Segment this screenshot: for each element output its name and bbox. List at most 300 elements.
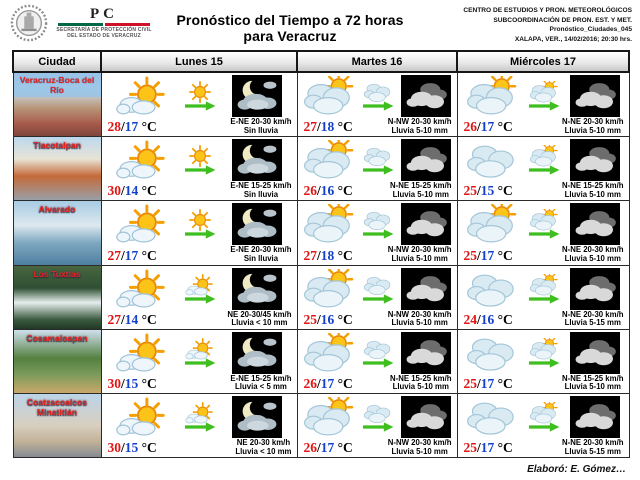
icons-row bbox=[458, 73, 629, 118]
temp-sep: / bbox=[121, 247, 125, 263]
temperature bbox=[464, 119, 513, 135]
temp-sep: / bbox=[121, 183, 125, 199]
wind-rain bbox=[562, 118, 624, 135]
wind-text: N-NE 20-30 km/h bbox=[561, 309, 624, 319]
temp-tmin: 17 bbox=[480, 119, 495, 135]
night-clouds-icon bbox=[572, 271, 618, 307]
temperature bbox=[108, 440, 157, 456]
green-arrow-icon bbox=[360, 101, 396, 111]
temperature bbox=[304, 183, 353, 199]
clouds-icon bbox=[362, 402, 394, 424]
wind-rain bbox=[388, 311, 452, 328]
night-moon-cloud-icon bbox=[234, 78, 280, 114]
clouds-icon bbox=[362, 81, 394, 103]
table-row bbox=[13, 329, 629, 393]
wind-text: N-NW 20-30 km/h bbox=[387, 245, 452, 255]
wind-text: N-NE 15-25 km/h bbox=[561, 373, 624, 383]
green-arrow-icon bbox=[526, 294, 562, 304]
column-header-martes: Martes 16 bbox=[297, 51, 457, 72]
temp-sep: / bbox=[317, 183, 321, 199]
temp-unit: °C bbox=[334, 311, 353, 327]
city-cell bbox=[13, 72, 101, 137]
forecast-text-row bbox=[458, 118, 629, 136]
wind-text: N-NE 20-30 km/h bbox=[561, 437, 624, 447]
wind-rain bbox=[562, 439, 624, 456]
clouds-icon bbox=[362, 209, 394, 231]
night-box bbox=[232, 396, 282, 438]
agency-name: SECRETARÍA DE PROTECCIÓN CIVIL DEL ESTADO DE VERACRUZ bbox=[56, 27, 152, 39]
night-clouds-icon bbox=[572, 399, 618, 435]
temp-unit: °C bbox=[138, 119, 157, 135]
temperature bbox=[304, 440, 353, 456]
cloud-sun-icon bbox=[303, 397, 355, 437]
sun-cloud-icon bbox=[116, 76, 168, 116]
city-name: Alvarado bbox=[38, 204, 76, 215]
temp-unit: °C bbox=[138, 311, 157, 327]
green-arrow-icon bbox=[360, 358, 396, 368]
wind-text: N-NW 20-30 km/h bbox=[387, 309, 452, 319]
agency-wordmark bbox=[54, 7, 154, 39]
wind-text: N-NW 20-30 km/h bbox=[387, 117, 452, 126]
night-box bbox=[232, 75, 282, 117]
page-title: Pronóstico del Tiempo a 72 horas para Veracruz bbox=[176, 12, 404, 44]
night-box bbox=[570, 75, 620, 117]
wind-rain bbox=[230, 118, 291, 135]
forecast-text-row bbox=[298, 311, 457, 329]
temp-tmax: 25 bbox=[463, 247, 477, 263]
icons-row bbox=[458, 330, 629, 375]
temp-unit: °C bbox=[494, 311, 513, 327]
temp-tmax: 27 bbox=[107, 311, 121, 327]
sun-cloud-icon bbox=[116, 140, 168, 180]
rain-text: Lluvia 5-10 mm bbox=[391, 253, 448, 263]
cloud-sun-icon bbox=[528, 81, 560, 103]
rain-text: Lluvia 5-10 mm bbox=[392, 189, 449, 199]
forecast-cell bbox=[457, 329, 629, 393]
temp-tmax: 27 bbox=[303, 247, 317, 263]
city-cell bbox=[13, 265, 101, 329]
wind-text: NE 20-30 km/h bbox=[236, 437, 291, 447]
night-clouds-icon bbox=[403, 206, 449, 242]
issuer-info bbox=[420, 4, 632, 44]
temp-tmax: 25 bbox=[463, 183, 477, 199]
icons-row bbox=[102, 266, 297, 311]
temp-sep: / bbox=[121, 440, 125, 456]
city-name: Tlacotalpan bbox=[33, 140, 81, 151]
icons-row bbox=[298, 201, 457, 246]
city-cell bbox=[13, 393, 101, 457]
sun-arrow-icon bbox=[182, 81, 218, 111]
rain-text: Lluvia 5-15 mm bbox=[564, 318, 621, 328]
icons-row bbox=[102, 137, 297, 182]
city-name: Coatzacoalcos Minatitlán bbox=[26, 396, 88, 417]
city-name: Veracruz-Boca del Río bbox=[14, 73, 101, 97]
forecast-cell bbox=[457, 137, 629, 201]
wind-rain bbox=[562, 375, 624, 392]
icons-row bbox=[298, 394, 457, 439]
wind-text: N-NE 15-25 km/h bbox=[561, 181, 624, 191]
temp-unit: °C bbox=[138, 375, 157, 391]
temp-tmax: 26 bbox=[463, 119, 477, 135]
temp-tmax: 24 bbox=[463, 311, 477, 327]
table-row bbox=[13, 72, 629, 137]
table-row bbox=[13, 265, 629, 329]
night-box bbox=[570, 396, 620, 438]
temp-sep: / bbox=[477, 119, 481, 135]
column-header-lunes: Lunes 15 bbox=[101, 51, 297, 72]
forecast-text-row bbox=[102, 375, 297, 393]
icons-row bbox=[458, 394, 629, 439]
forecast-cell bbox=[457, 265, 629, 329]
temperature bbox=[464, 312, 513, 328]
temp-tmin: 17 bbox=[480, 247, 495, 263]
icons-row bbox=[102, 73, 297, 118]
icons-row bbox=[298, 73, 457, 118]
forecast-cell bbox=[297, 72, 457, 137]
cloud-sun-icon bbox=[303, 140, 355, 180]
temp-sep: / bbox=[121, 311, 125, 327]
night-clouds-icon bbox=[403, 142, 449, 178]
sun-cloud-icon bbox=[116, 204, 168, 244]
green-arrow-icon bbox=[360, 229, 396, 239]
table-row bbox=[13, 137, 629, 201]
temperature bbox=[464, 248, 513, 264]
temp-tmax: 25 bbox=[463, 440, 477, 456]
forecast-text-row bbox=[458, 375, 629, 393]
forecast-cell bbox=[297, 329, 457, 393]
cloud-sun-icon bbox=[528, 145, 560, 167]
temperature bbox=[304, 312, 353, 328]
temp-unit: °C bbox=[334, 247, 353, 263]
temp-unit: °C bbox=[334, 183, 353, 199]
city-cell bbox=[13, 201, 101, 265]
wind-rain bbox=[388, 439, 452, 456]
night-moon-cloud-icon bbox=[234, 142, 280, 178]
temp-tmin: 17 bbox=[124, 119, 139, 135]
forecast-text-row bbox=[458, 311, 629, 329]
green-arrow-icon bbox=[182, 229, 218, 239]
green-arrow-icon bbox=[526, 358, 562, 368]
temp-unit: °C bbox=[138, 440, 157, 456]
temp-tmax: 27 bbox=[303, 119, 317, 135]
sun-cloud-icon bbox=[184, 402, 216, 424]
wind-text: N-NE 15-25 km/h bbox=[389, 373, 452, 383]
wind-rain bbox=[388, 118, 452, 135]
temperature bbox=[464, 376, 513, 392]
temp-tmax: 25 bbox=[303, 311, 317, 327]
forecast-cell bbox=[101, 393, 297, 457]
temp-tmin: 16 bbox=[320, 183, 335, 199]
temp-tmin: 18 bbox=[320, 119, 335, 135]
clouds-arrow-icon bbox=[360, 402, 396, 432]
temp-tmin: 18 bbox=[320, 247, 335, 263]
icons-row bbox=[298, 330, 457, 375]
night-box bbox=[401, 268, 451, 310]
night-box bbox=[401, 396, 451, 438]
forecast-text-row bbox=[298, 182, 457, 200]
temp-tmin: 17 bbox=[320, 375, 335, 391]
temp-unit: °C bbox=[138, 183, 157, 199]
city-cell bbox=[13, 329, 101, 393]
cloud-sun-icon bbox=[303, 333, 355, 373]
forecast-text-row bbox=[102, 246, 297, 264]
clouds-icon bbox=[466, 140, 518, 180]
wind-text: N-NE 20-30 km/h bbox=[561, 117, 624, 126]
night-clouds-icon bbox=[572, 78, 618, 114]
night-clouds-icon bbox=[572, 335, 618, 371]
icons-row bbox=[458, 137, 629, 182]
temp-unit: °C bbox=[494, 183, 513, 199]
temp-tmin: 17 bbox=[480, 375, 495, 391]
rain-text: Lluvia 5-10 mm bbox=[391, 446, 448, 456]
temp-tmin: 15 bbox=[480, 183, 495, 199]
icons-row bbox=[102, 394, 297, 439]
temperature bbox=[304, 248, 353, 264]
rain-text: Lluvia 5-10 mm bbox=[391, 318, 448, 328]
sun-cloud-icon bbox=[184, 338, 216, 360]
cloud-sun-icon bbox=[528, 274, 560, 296]
temp-tmax: 28 bbox=[107, 119, 121, 135]
night-clouds-icon bbox=[403, 271, 449, 307]
cloud-sun-icon bbox=[303, 269, 355, 309]
wind-rain bbox=[388, 246, 452, 263]
clouds-icon bbox=[362, 145, 394, 167]
cloud-sun-icon bbox=[466, 76, 518, 116]
rain-text: Lluvia < 10 mm bbox=[231, 318, 288, 328]
clouds-icon bbox=[362, 338, 394, 360]
temp-tmin: 16 bbox=[320, 311, 335, 327]
night-box bbox=[570, 268, 620, 310]
clouds-icon bbox=[362, 274, 394, 296]
temperature bbox=[464, 183, 513, 199]
night-box bbox=[232, 268, 282, 310]
temperature bbox=[108, 248, 157, 264]
credit-line: Elaboró: E. Gómez… bbox=[527, 464, 626, 475]
cloud-sun-icon bbox=[528, 209, 560, 231]
rain-text: Lluvia 5-10 mm bbox=[564, 382, 621, 392]
temperature bbox=[304, 376, 353, 392]
wind-text: N-NE 20-30 km/h bbox=[561, 245, 624, 255]
cloud-sun-arrow-icon bbox=[526, 145, 562, 175]
clouds-icon bbox=[466, 269, 518, 309]
clouds-arrow-icon bbox=[360, 209, 396, 239]
temp-tmin: 17 bbox=[124, 247, 139, 263]
temp-tmin: 17 bbox=[480, 440, 495, 456]
temp-tmax: 26 bbox=[303, 375, 317, 391]
temperature bbox=[108, 119, 157, 135]
clouds-icon bbox=[466, 397, 518, 437]
green-arrow-icon bbox=[526, 101, 562, 111]
rain-text: Sin lluvia bbox=[243, 125, 279, 135]
temp-unit: °C bbox=[494, 247, 513, 263]
wind-text: E-NE 20-30 km/h bbox=[230, 245, 292, 255]
temp-tmax: 26 bbox=[303, 440, 317, 456]
temperature bbox=[108, 312, 157, 328]
sun-cloud-arrow-icon bbox=[182, 274, 218, 304]
cloud-sun-icon bbox=[528, 402, 560, 424]
wind-rain bbox=[562, 246, 624, 263]
temp-sep: / bbox=[121, 119, 125, 135]
green-arrow-icon bbox=[182, 358, 218, 368]
clouds-arrow-icon bbox=[360, 338, 396, 368]
night-box bbox=[570, 139, 620, 181]
green-arrow-icon bbox=[526, 422, 562, 432]
forecast-cell bbox=[101, 137, 297, 201]
night-clouds-icon bbox=[403, 399, 449, 435]
temp-unit: °C bbox=[138, 247, 157, 263]
wind-text: E-NE 15-25 km/h bbox=[230, 373, 292, 383]
green-arrow-icon bbox=[182, 101, 218, 111]
forecast-text-row bbox=[102, 439, 297, 457]
wind-rain bbox=[227, 311, 291, 328]
night-box bbox=[401, 75, 451, 117]
temperature bbox=[464, 440, 513, 456]
green-arrow-icon bbox=[182, 422, 218, 432]
green-arrow-icon bbox=[360, 165, 396, 175]
night-clouds-icon bbox=[572, 142, 618, 178]
forecast-text-row bbox=[458, 439, 629, 457]
flag-stripe bbox=[58, 23, 150, 26]
night-moon-cloud-icon bbox=[234, 271, 280, 307]
rain-text: Lluvia 5-10 mm bbox=[391, 125, 448, 135]
forecast-body bbox=[13, 72, 629, 458]
forecast-cell bbox=[457, 72, 629, 137]
cloud-sun-icon bbox=[528, 338, 560, 360]
green-arrow-icon bbox=[360, 422, 396, 432]
icons-row bbox=[102, 201, 297, 246]
city-name: Cosamaloapan bbox=[26, 332, 88, 343]
clouds-arrow-icon bbox=[360, 145, 396, 175]
city-cell bbox=[13, 137, 101, 201]
night-box bbox=[401, 203, 451, 245]
icons-row bbox=[458, 201, 629, 246]
temp-tmin: 16 bbox=[480, 311, 495, 327]
temp-sep: / bbox=[477, 311, 481, 327]
cloud-sun-icon bbox=[303, 76, 355, 116]
wind-rain bbox=[562, 182, 624, 199]
temp-unit: °C bbox=[334, 375, 353, 391]
temperature bbox=[108, 376, 157, 392]
sun-cloud-icon bbox=[184, 274, 216, 296]
forecast-text-row bbox=[298, 246, 457, 264]
sun-cloud-icon bbox=[116, 333, 168, 373]
temp-tmax: 30 bbox=[107, 440, 121, 456]
wind-text: N-NE 15-25 km/h bbox=[389, 181, 452, 191]
temp-tmin: 14 bbox=[124, 183, 139, 199]
forecast-cell bbox=[457, 393, 629, 457]
sun-cloud-arrow-icon bbox=[182, 402, 218, 432]
night-clouds-icon bbox=[403, 335, 449, 371]
night-box bbox=[401, 139, 451, 181]
forecast-text-row bbox=[298, 375, 457, 393]
night-moon-cloud-icon bbox=[234, 399, 280, 435]
forecast-cell bbox=[297, 201, 457, 265]
forecast-cell bbox=[297, 393, 457, 457]
table-row bbox=[13, 201, 629, 265]
rain-text: Lluvia < 10 mm bbox=[235, 446, 292, 456]
issuer-line: XALAPA, VER., 14/02/2016; 20:30 hrs. bbox=[514, 35, 632, 43]
veracruz-state-seal-icon bbox=[10, 4, 48, 42]
wind-text: E-NE 15-25 km/h bbox=[230, 181, 292, 191]
column-header-miercoles: Miércoles 17 bbox=[457, 51, 629, 72]
night-box bbox=[570, 332, 620, 374]
night-box bbox=[232, 139, 282, 181]
rain-text: Lluvia 5-10 mm bbox=[392, 382, 449, 392]
temp-tmin: 14 bbox=[124, 311, 139, 327]
temp-sep: / bbox=[317, 440, 321, 456]
cloud-sun-icon bbox=[466, 204, 518, 244]
sun-icon bbox=[184, 81, 216, 103]
wind-text: E-NE 20-30 km/h bbox=[230, 117, 292, 126]
temp-tmin: 15 bbox=[124, 375, 139, 391]
clouds-icon bbox=[466, 333, 518, 373]
cloud-sun-arrow-icon bbox=[526, 81, 562, 111]
temp-tmax: 30 bbox=[107, 183, 121, 199]
temp-sep: / bbox=[317, 311, 321, 327]
sun-icon bbox=[184, 145, 216, 167]
night-box bbox=[570, 203, 620, 245]
wind-rain bbox=[390, 182, 452, 199]
city-name: Los Tuxtlas bbox=[33, 268, 81, 279]
temp-tmin: 17 bbox=[320, 440, 335, 456]
agency-logo bbox=[10, 4, 160, 42]
night-box bbox=[232, 203, 282, 245]
forecast-table bbox=[12, 50, 630, 458]
temp-sep: / bbox=[477, 440, 481, 456]
wind-rain bbox=[562, 311, 624, 328]
forecast-text-row bbox=[298, 439, 457, 457]
green-arrow-icon bbox=[360, 294, 396, 304]
forecast-cell bbox=[101, 329, 297, 393]
cloud-sun-arrow-icon bbox=[526, 402, 562, 432]
forecast-text-row bbox=[458, 246, 629, 264]
cloud-sun-arrow-icon bbox=[526, 209, 562, 239]
table-row bbox=[13, 393, 629, 457]
pc-acronym: PC bbox=[90, 6, 118, 22]
header-row bbox=[13, 51, 629, 72]
sun-cloud-icon bbox=[116, 269, 168, 309]
temperature bbox=[304, 119, 353, 135]
temp-sep: / bbox=[317, 247, 321, 263]
night-clouds-icon bbox=[572, 206, 618, 242]
forecast-cell bbox=[297, 137, 457, 201]
column-header-ciudad: Ciudad bbox=[13, 51, 101, 72]
forecast-cell bbox=[101, 72, 297, 137]
issuer-line: SUBCOORDINACIÓN DE PRON. EST. Y MET. bbox=[493, 16, 632, 24]
temp-sep: / bbox=[121, 375, 125, 391]
temp-tmax: 27 bbox=[107, 247, 121, 263]
page-header bbox=[0, 0, 640, 48]
temp-tmax: 30 bbox=[107, 375, 121, 391]
sun-cloud-arrow-icon bbox=[182, 338, 218, 368]
green-arrow-icon bbox=[182, 165, 218, 175]
night-box bbox=[401, 332, 451, 374]
rain-text: Lluvia < 5 mm bbox=[235, 382, 287, 392]
green-arrow-icon bbox=[526, 229, 562, 239]
temp-sep: / bbox=[477, 247, 481, 263]
temp-tmax: 26 bbox=[303, 183, 317, 199]
sun-cloud-icon bbox=[116, 397, 168, 437]
icons-row bbox=[102, 330, 297, 375]
sun-arrow-icon bbox=[182, 209, 218, 239]
rain-text: Lluvia 5-10 mm bbox=[564, 253, 621, 263]
wind-text: NE 20-30/45 km/h bbox=[227, 309, 292, 319]
temp-unit: °C bbox=[334, 119, 353, 135]
forecast-cell bbox=[101, 201, 297, 265]
temp-unit: °C bbox=[494, 119, 513, 135]
rain-text: Lluvia 5-10 mm bbox=[564, 125, 621, 135]
temperature bbox=[108, 183, 157, 199]
